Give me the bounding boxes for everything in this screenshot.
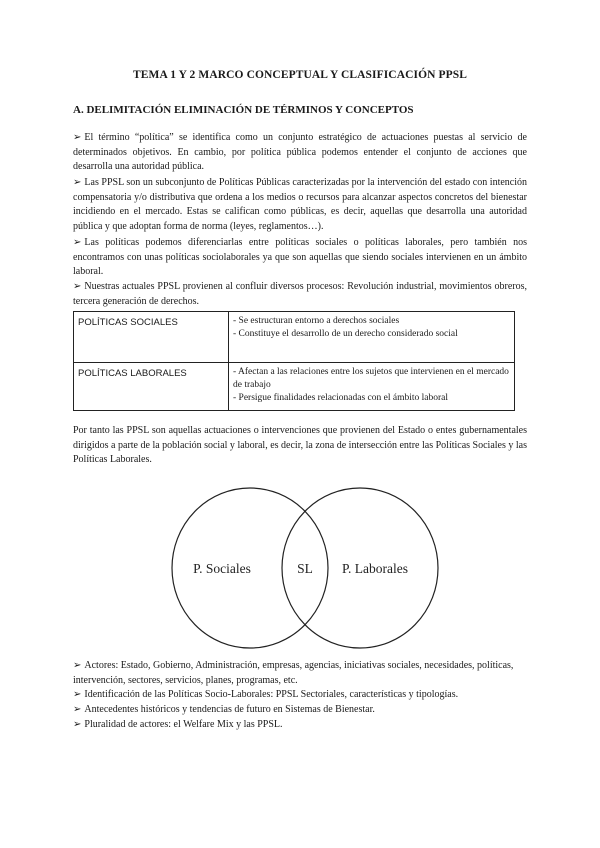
table-cell [229, 363, 515, 411]
paragraph-politica: ➢ El término “política” se identifica como un conjunto estratégico de actuaciones puestas al servicio de determinados objetivos. En cambio, por política pública podemos entender el conjunto de acciones que desarrolla una autoridad pública. [73, 132, 527, 173]
section-heading: A. DELIMITACIÓN ELIMINACIÓN DE TÉRMINOS Y CONCEPTOS [73, 104, 414, 116]
arrow-bullet-icon: ➢ [73, 237, 82, 248]
arrow-bullet-icon: ➢ [73, 718, 82, 730]
list-item: ➢ Actores: Estado, Gobierno, Administración, empresas, agencias, iniciativas sociales, necesidades, políticas, intervención, sectores, servicios, planes, programas, etc. [73, 660, 514, 686]
table-cell-line: - Persigue finalidades relacionadas con el ámbito laboral [233, 393, 448, 403]
list-item: ➢ Identificación de las Políticas Socio-Laborales: PPSL Sectoriales, características y tipologías. [73, 688, 527, 703]
summary-paragraph: Por tanto las PPSL son aquellas actuaciones o intervenciones que provienen del Estado o entes gubernamentales dirigidos a parte de la población social y laboral, es decir, la zona de intersección entre las Políticas Sociales y las Políticas Laborales. [73, 425, 527, 466]
comparison-table [73, 311, 515, 411]
table-cell-line: - Constituye el desarrollo de un derecho considerado social [233, 329, 458, 339]
list-item: ➢ Antecedentes históricos y tendencias de futuro en Sistemas de Bienestar. [73, 703, 527, 718]
list-item: ➢ Pluralidad de actores: el Welfare Mix y las PPSL. [73, 718, 527, 733]
document-title: TEMA 1 Y 2 MARCO CONCEPTUAL Y CLASIFICACIÓN PPSL [132, 69, 468, 81]
table-cell-line: - Se estructuran entorno a derechos sociales [233, 316, 400, 326]
paragraph-procesos: ➢ Nuestras actuales PPSL provienen al confluir diversos procesos: Revolución industrial, movimientos obreros, tercera generación de derechos. [73, 281, 527, 307]
venn-label-right: P. Laborales [342, 561, 408, 576]
arrow-bullet-icon: ➢ [73, 689, 82, 701]
arrow-bullet-icon: ➢ [73, 132, 82, 143]
paragraph-diferencias: ➢ Las políticas podemos diferenciarlas entre políticas sociales o políticas laborales, pero también nos encontramos con unas políticas sociolaborales ya que son aquellas que siendo sociales intervienen en un ámbito laboral. [73, 237, 527, 278]
venn-label-left: P. Sociales [193, 561, 251, 576]
venn-label-center: SL [297, 561, 313, 576]
table-row-header: POLÍTICAS SOCIALES [74, 312, 229, 363]
table-row [74, 312, 515, 363]
arrow-bullet-icon: ➢ [73, 281, 82, 292]
paragraph-ppsl: ➢ Las PPSL son un subconjunto de Políticas Públicas caracterizadas por la intervención del estado con intención compensatoria y/o distributiva que ordena a los medios o recursos para alcanzar aspectos concretos del bienestar incidiendo en el mercado. Estas se califican como públicas, es decir, aquellas que desarrolla una autoridad pública y que adoptan forma de norma (leyes, reglamentos…). [73, 177, 527, 233]
table-cell-line: - Afectan a las relaciones entre los sujetos que intervienen en el mercado de trabajo [233, 367, 509, 390]
arrow-bullet-icon: ➢ [73, 177, 82, 188]
table-row-header: POLÍTICAS LABORALES [74, 363, 229, 411]
topics-list [73, 659, 527, 733]
venn-diagram [170, 487, 440, 649]
arrow-bullet-icon: ➢ [73, 660, 82, 671]
table-cell [229, 312, 515, 363]
arrow-bullet-icon: ➢ [73, 704, 82, 716]
table-row [74, 363, 515, 411]
